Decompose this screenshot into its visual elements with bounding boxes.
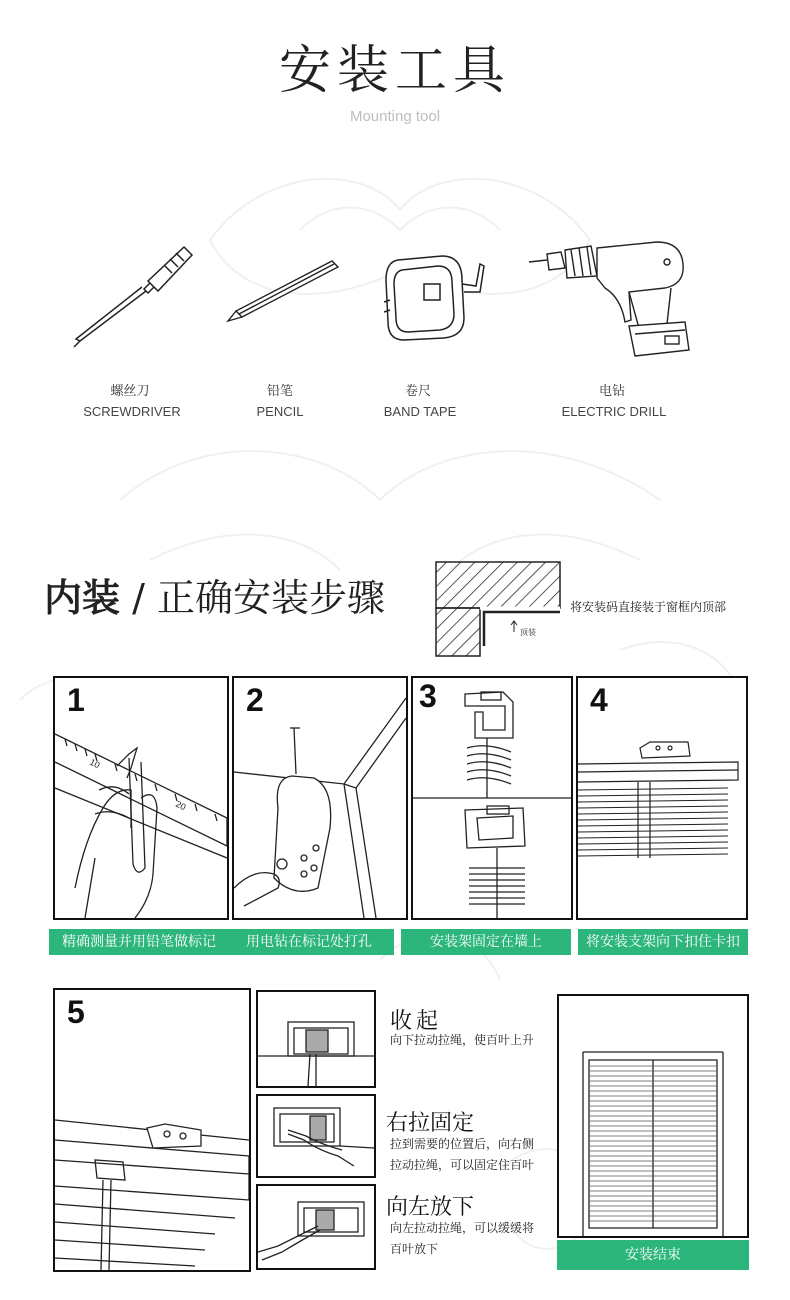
operation-desc: 向左拉动拉绳，可以缓缓将 [390,1221,535,1235]
operation-desc: 拉动拉绳，可以固定住百叶 [390,1158,535,1172]
step-number: 1 [67,682,85,718]
step-caption: 精确测量并用铅笔做标记 [49,929,229,955]
section-title-bold: 内装 [44,576,121,620]
step-panel [53,676,229,920]
ruler-tick-label: 20 [174,798,188,813]
detail-panel-lock [256,1094,376,1178]
step-panel [53,988,251,1272]
page-subtitle: Mounting tool [349,108,441,125]
mount-diagram [434,560,564,660]
step-number: 4 [590,682,608,718]
bracket-illustration [413,678,571,918]
step-panel [576,676,748,920]
page-title: 安装工具 [278,41,511,101]
top-mount-label: 顶装 [520,628,536,637]
step-caption: 将安装支架向下扣住卡扣 [578,929,748,955]
step-number: 3 [419,678,437,714]
operation-desc: 向下拉动拉绳，使百叶上升 [390,1033,535,1047]
detail-panel-lower [256,1184,376,1270]
attach-illustration [578,678,746,918]
installed-blind-illustration [559,996,747,1236]
step-number: 5 [67,994,85,1030]
raise-detail-icon [258,992,374,1086]
section-title [44,567,385,622]
lock-detail-icon [258,1096,374,1176]
finish-panel [557,994,749,1238]
pencil-icon [220,255,345,325]
step-panel [232,676,408,920]
tool-drill [525,238,705,363]
tool-label-cn: 螺丝刀 [110,384,150,399]
operation-title: 向左放下 [386,1195,475,1220]
step-panel [411,676,573,920]
mount-note: 将安装码直接装于窗框内顶部 [570,600,727,614]
operation-title: 右拉固定 [386,1111,475,1136]
electric-drill-icon [525,238,705,363]
operation-desc: 拉到需要的位置后，向右侧 [390,1137,535,1151]
drilling-illustration [234,678,406,918]
tool-label-en: BAND TAPE [383,404,457,419]
tool-screwdriver [60,235,200,355]
tool-label-en: PENCIL [256,404,304,419]
tool-label-cn: 铅笔 [266,384,293,399]
headrail-illustration [55,990,249,1270]
screwdriver-icon [60,235,200,355]
window-frame-diagram [434,560,564,660]
tape-measure-icon [380,250,490,345]
operation-desc: 百叶放下 [390,1242,439,1256]
section-title-rest: / 正确安装步骤 [120,576,385,620]
lower-detail-icon [258,1186,374,1268]
ruler-tick-label: 10 [88,756,102,771]
operation-title: 收起 [390,1009,443,1034]
measuring-illustration [55,678,227,918]
step-caption: 安装架固定在墙上 [401,929,571,955]
tool-pencil [220,255,345,325]
tool-label-en: SCREWDRIVER [83,404,181,419]
step-number: 2 [246,682,264,718]
tool-label-cn: 电钻 [598,384,625,399]
tool-label-en: ELECTRIC DRILL [561,404,667,419]
finish-caption: 安装结束 [557,1240,749,1270]
tool-label-cn: 卷尺 [404,384,431,399]
step-caption: 用电钻在标记处打孔 [224,929,394,955]
tool-tape [380,250,490,345]
detail-panel-raise [256,990,376,1088]
